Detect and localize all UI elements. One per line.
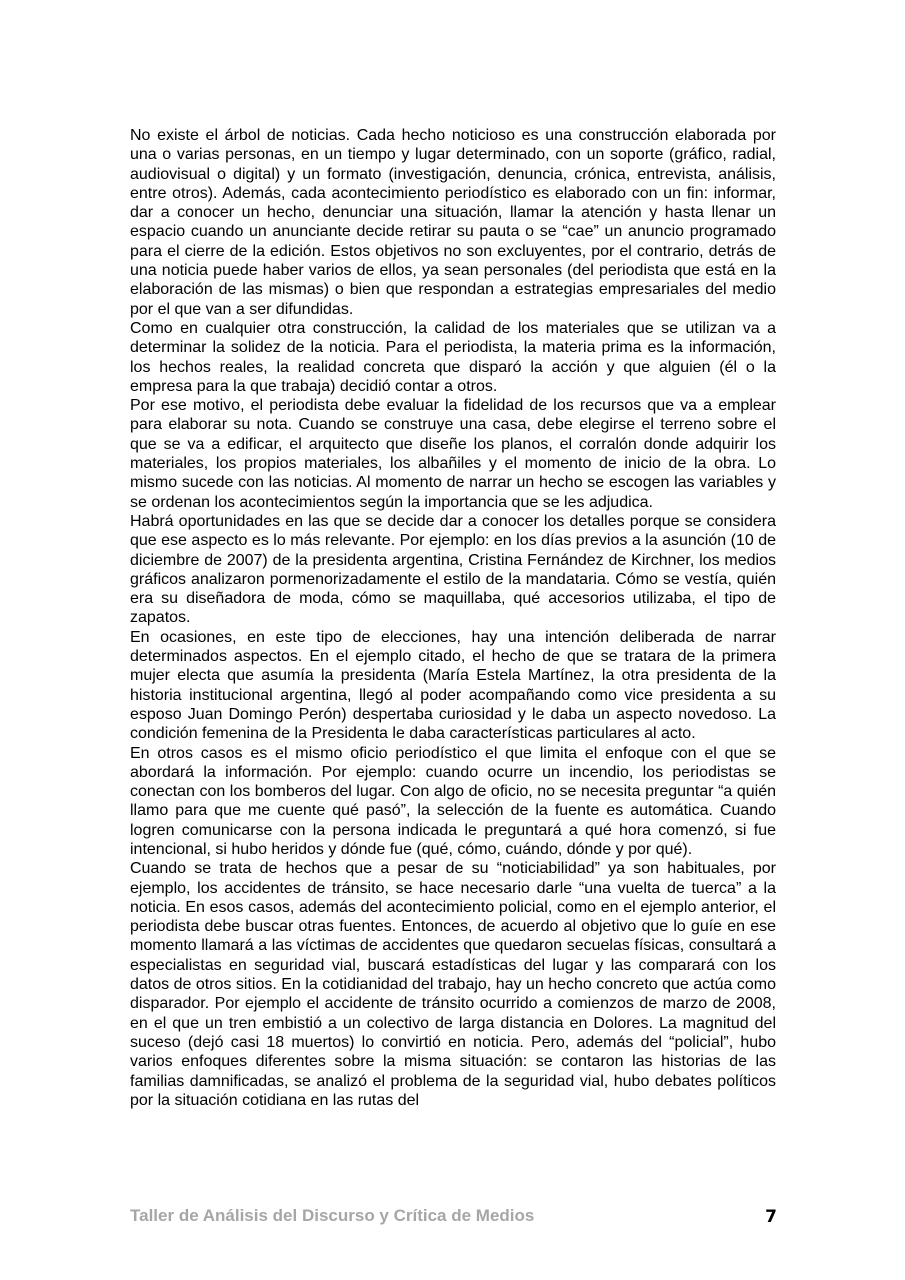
paragraph-5: En ocasiones, en este tipo de elecciones, hay una intención deliberada de narrar determinados aspectos. En el ejemplo citado, el hecho de que se tratara de la primera mujer electa que asumía la presidenta (María Estela Martínez, la otra presidenta de la historia institucional argentina, llegó al poder acompañando como vice presidenta a su esposo Juan Domingo Perón) despertaba curiosidad y le daba un aspecto novedoso. La condición femenina de la Presidenta le daba características particulares al acto.	[130, 628, 776, 743]
footer-title: Taller de Análisis del Discurso y Crítica de Medios	[130, 1206, 535, 1225]
document-body	[130, 126, 776, 1110]
paragraph-4: Habrá oportunidades en las que se decide dar a conocer los detalles porque se considera que ese aspecto es lo más relevante. Por ejemplo: en los días previos a la asunción (10 de diciembre de 2007) de la presidenta argentina, Cristina Fernández de Kirchner, los medios gráficos analizaron pormenorizadamente el estilo de la mandataria. Cómo se vestía, quién era su diseñadora de moda, cómo se maquillaba, qué accesorios utilizaba, el tipo de zapatos.	[130, 512, 776, 627]
paragraph-6: En otros casos es el mismo oficio periodístico el que limita el enfoque con el que se abordará la información. Por ejemplo: cuando ocurre un incendio, los periodistas se conectan con los bomberos del lugar. Con algo de oficio, no se necesita preguntar “a quién llamo para que me cuente qué pasó”, la selección de la fuente es automática. Cuando logren comunicarse con la persona indicada le preguntará a qué hora comenzó, si fue intencional, si hubo heridos y dónde fue (qué, cómo, cuándo, dónde y por qué).	[130, 744, 776, 858]
paragraph-1: No existe el árbol de noticias. Cada hecho noticioso es una construcción elaborada por una o varias personas, en un tiempo y lugar determinado, con un soporte (gráfico, radial, audiovisual o digital) y un formato (investigación, denuncia, crónica, entrevista, análisis, entre otros). Además, cada acontecimiento periodístico es elaborado con un fin: informar, dar a conocer un hecho, denunciar una situación, llamar la atención y hasta llenar un espacio cuando un anunciante decide retirar su pauta o se “cae” un anuncio programado para el cierre de la edición. Estos objetivos no son excluyentes, por el contrario, detrás de una noticia puede haber varios de ellos, ya sean personales (del periodista que está en la elaboración de las mismas) o bien que respondan a estrategias empresariales del medio por el que van a ser difundidas.	[130, 127, 776, 318]
paragraph-7: Cuando se trata de hechos que a pesar de su “noticiabilidad” ya son habituales, por ejemplo, los accidentes de tránsito, se hace necesario darle “una vuelta de tuerca” a la noticia. En esos casos, además del acontecimiento policial, como en el ejemplo anterior, el periodista debe buscar otras fuentes. Entonces, de acuerdo al objetivo que lo guíe en ese momento llamará a las víctimas de accidentes que quedaron secuelas físicas, consultará a especialistas en seguridad vial, buscará estadísticas del lugar y las comparará con los datos de otros sitios. En la cotidianidad del trabajo, hay un hecho concreto que actúa como disparador. Por ejemplo el accidente de tránsito ocurrido a comienzos de marzo de 2008, en el que un tren embistió a un colectivo de larga distancia en Dolores. La magnitud del suceso (dejó casi 18 muertos) lo convirtió en noticia. Pero, además del “policial”, hubo varios enfoques diferentes sobre la misma situación: se contaron las historias de las familias damnificadas, se analizó el problema de la seguridad vial, hubo debates políticos por la situación cotidiana en las rutas del	[130, 860, 776, 1109]
page-number: 7	[765, 1207, 777, 1227]
paragraph-3: Por ese motivo, el periodista debe evaluar la fidelidad de los recursos que va a emplear para elaborar su nota. Cuando se construye una casa, debe elegirse el terreno sobre el que se va a edificar, el arquitecto que diseñe los planos, el corralón donde adquirir los materiales, los propios materiales, los albañiles y el momento de inicio de la obra. Lo mismo sucede con las noticias. Al momento de narrar un hecho se escogen las variables y se ordenan los acontecimientos según la importancia que se les adjudica.	[130, 397, 776, 511]
paragraph-2: Como en cualquier otra construcción, la calidad de los materiales que se utilizan va a determinar la solidez de la noticia. Para el periodista, la materia prima es la información, los hechos reales, la realidad concreta que disparó la acción y que alguien (él o la empresa para la que trabaja) decidió contar a otros.	[130, 319, 776, 395]
